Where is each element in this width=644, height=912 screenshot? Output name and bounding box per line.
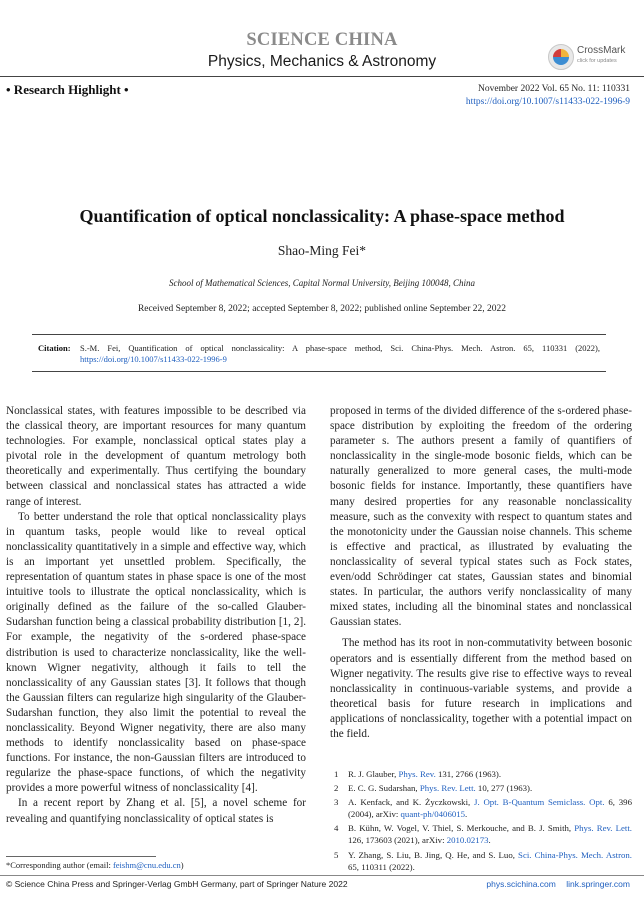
reference-details: 65, 110311 (2022). [348,861,415,872]
footer-rule [0,875,644,876]
journal-series: Physics, Mechanics & Astronomy [207,53,437,70]
reference-item [330,768,632,780]
footer-links [478,879,630,889]
reference-list [330,768,632,875]
corresponding-author-note [6,860,184,870]
citation-body: S.-M. Fei, Quantification of optical nonclassicality: A phase-space method, Sci. China-Phys. Mech. Astron. 65, 110331 (2022), [80,343,600,353]
reference-item [330,822,632,846]
reference-authors: A. Kenfack, and K. Życzkowski, [348,797,475,808]
reference-arxiv-link[interactable]: 2010.02173 [446,835,489,846]
reference-details: 126, 173603 (2021), arXiv: [348,835,447,846]
citation-doi-link[interactable]: https://doi.org/10.1007/s11433-022-1996-9 [80,354,227,364]
crossmark-label: CrossMark [577,45,626,56]
paper-title: Quantification of optical nonclassicality: A phase-space method [79,206,565,226]
body-column-right [330,404,632,742]
doi-link[interactable]: https://doi.org/10.1007/s11433-022-1996-9 [465,97,630,107]
reference-item [330,782,632,794]
reference-number: 4 [334,823,339,834]
crossmark-badge[interactable] [548,42,636,72]
site-link-springer[interactable]: link.springer.com [566,879,630,889]
reference-journal-link[interactable]: Phys. Rev. Lett. [419,783,476,794]
reference-end: . [465,809,468,820]
author-email-link[interactable]: feishm@cnu.edu.cn [112,860,181,870]
footnote-prefix: *Corresponding author (email: [6,860,113,870]
reference-details: 131, 2766 (1963). [435,769,502,779]
site-link-scichina[interactable]: phys.scichina.com [486,879,556,889]
affiliation: School of Mathematical Sciences, Capital Normal University, Beijing 100048, China [169,278,475,288]
footnote-rule [6,856,156,857]
reference-journal-link[interactable]: Phys. Rev. [398,769,436,779]
reference-arxiv-link[interactable]: quant-ph/0406015 [400,809,466,820]
citation-box [32,334,606,372]
reference-end: . [488,835,491,846]
citation-text [80,343,600,365]
reference-authors: R. J. Glauber, [348,769,399,779]
copyright: © Science China Press and Springer-Verlag GmbH Germany, part of Springer Nature 2022 [6,879,348,889]
header-rule [0,76,644,77]
reference-item [330,849,632,873]
received-dates: Received September 8, 2022; accepted September 8, 2022; published online September 22, 2022 [137,304,507,314]
reference-number: 5 [334,849,339,860]
reference-journal-link[interactable]: J. Opt. B-Quantum Semiclass. Opt. [474,797,605,808]
reference-journal-link[interactable]: Phys. Rev. Lett. [574,823,633,834]
paragraph: In a recent report by Zhang et al. [5], a novel scheme for revealing and quantifying nonclassicality of optical states is [6,797,306,825]
citation-label: Citation: [38,343,71,353]
reference-authors: E. C. G. Sudarshan, [348,783,420,794]
reference-number: 1 [334,769,339,779]
footnote-suffix: ) [180,860,184,870]
reference-authors: B. Kühn, W. Vogel, V. Thiel, S. Merkouche, and B. J. Smith, [348,823,575,834]
crossmark-sub: click for updates [577,58,617,64]
journal-title: SCIENCE CHINA [246,30,398,50]
reference-number: 2 [334,783,339,794]
reference-number: 3 [334,797,339,808]
paragraph: To better understand the role that optical nonclassicality plays in quantum tasks, people would like to reveal optical nonclassicality quantitatively in a simple and effective way, which is an important yet unsettled problem. Specifically, the representation of quantum states in phase space is one of the most intuitive tools to illustrate the optical nonclassicality, which is originally defined as the failure of the so-called Glauber-Sudarshan function being a classical probability distribution [1, 2]. For example, the negativity of the s-ordered phase-space distribution is used to characterize nonclassicality, like the well-known Wigner negativity, although it fails to tell the nonclassicality of any Gaussian states [3]. It follows that though the Gaussian filters can regularize high singularity of the Glauber-Sudarshan function, they also limit the potential to reveal the nonclassicality. Beyond Wigner negativity, there are also many methods to identify nonclassicality based on phase-space functions. For instance, the non-Gaussian filters are introduced to regularize the phase-space functions, of which the negativity provides a more powerful witness of nonclassicality [4]. [6,510,306,795]
paragraph: Nonclassical states, with features impossible to be described via the classical theory, are important resources for many quantum technologies. For example, nonclassical optical states play a pivotal role in the development of quantum metrology both theoretically and experimentally. Thus certifying the boundary between classical and nonclassical states has attracted a wide range of interest. [6,405,306,508]
reference-journal-link[interactable]: Sci. China-Phys. Mech. Astron. [518,849,632,860]
reference-item [330,796,632,820]
article-type: • Research Highlight • [6,82,129,97]
author-name: Shao-Ming Fei* [277,243,367,258]
body-column-left [6,404,306,827]
paragraph: The method has its root in non-commutativity between bosonic operators and is essentially different from the method based on Wigner negativity. The results give rise to effective ways to reveal nonclassicality in continuous-variable systems, and provide a theoretical basis for future research in implications and applications of nonclassicality, together with a potential impact on the field. [330,637,632,740]
issue-info: November 2022 Vol. 65 No. 11: 110331 [478,84,630,94]
reference-authors: Y. Zhang, S. Liu, B. Jing, Q. He, and S. Luo, [348,849,519,860]
crossmark-icon [548,44,574,70]
reference-details: 6, 396 (2004), arXiv: [348,797,632,820]
reference-details: 10, 277 (1963). [475,783,533,794]
paragraph: proposed in terms of the divided difference of the s-ordered phase-space distribution by exploiting the freedom of the ordering parameter s. The authors present a family of quantifiers of nonclassicality in the single-mode bosonic fields, which can be naturally generalized to more general cases, the multi-mode bosonic fields for instance. Importantly, these quantifiers have many desired properties for any reasonable nonclassicality measure, such as the convexity with respect to quantum states and the monotonicity under the Gaussian noise channels. This scheme is effective and practical, as illustrated by evaluating the nonclassicality of several typical states such as Fock states, even/odd Schrödinger cat states, Gaussian states and binomial states. In particular, the authors verify nonclassicality of many mixed states, including all the binominal states and nonclassical Gaussian states. [330,405,632,629]
